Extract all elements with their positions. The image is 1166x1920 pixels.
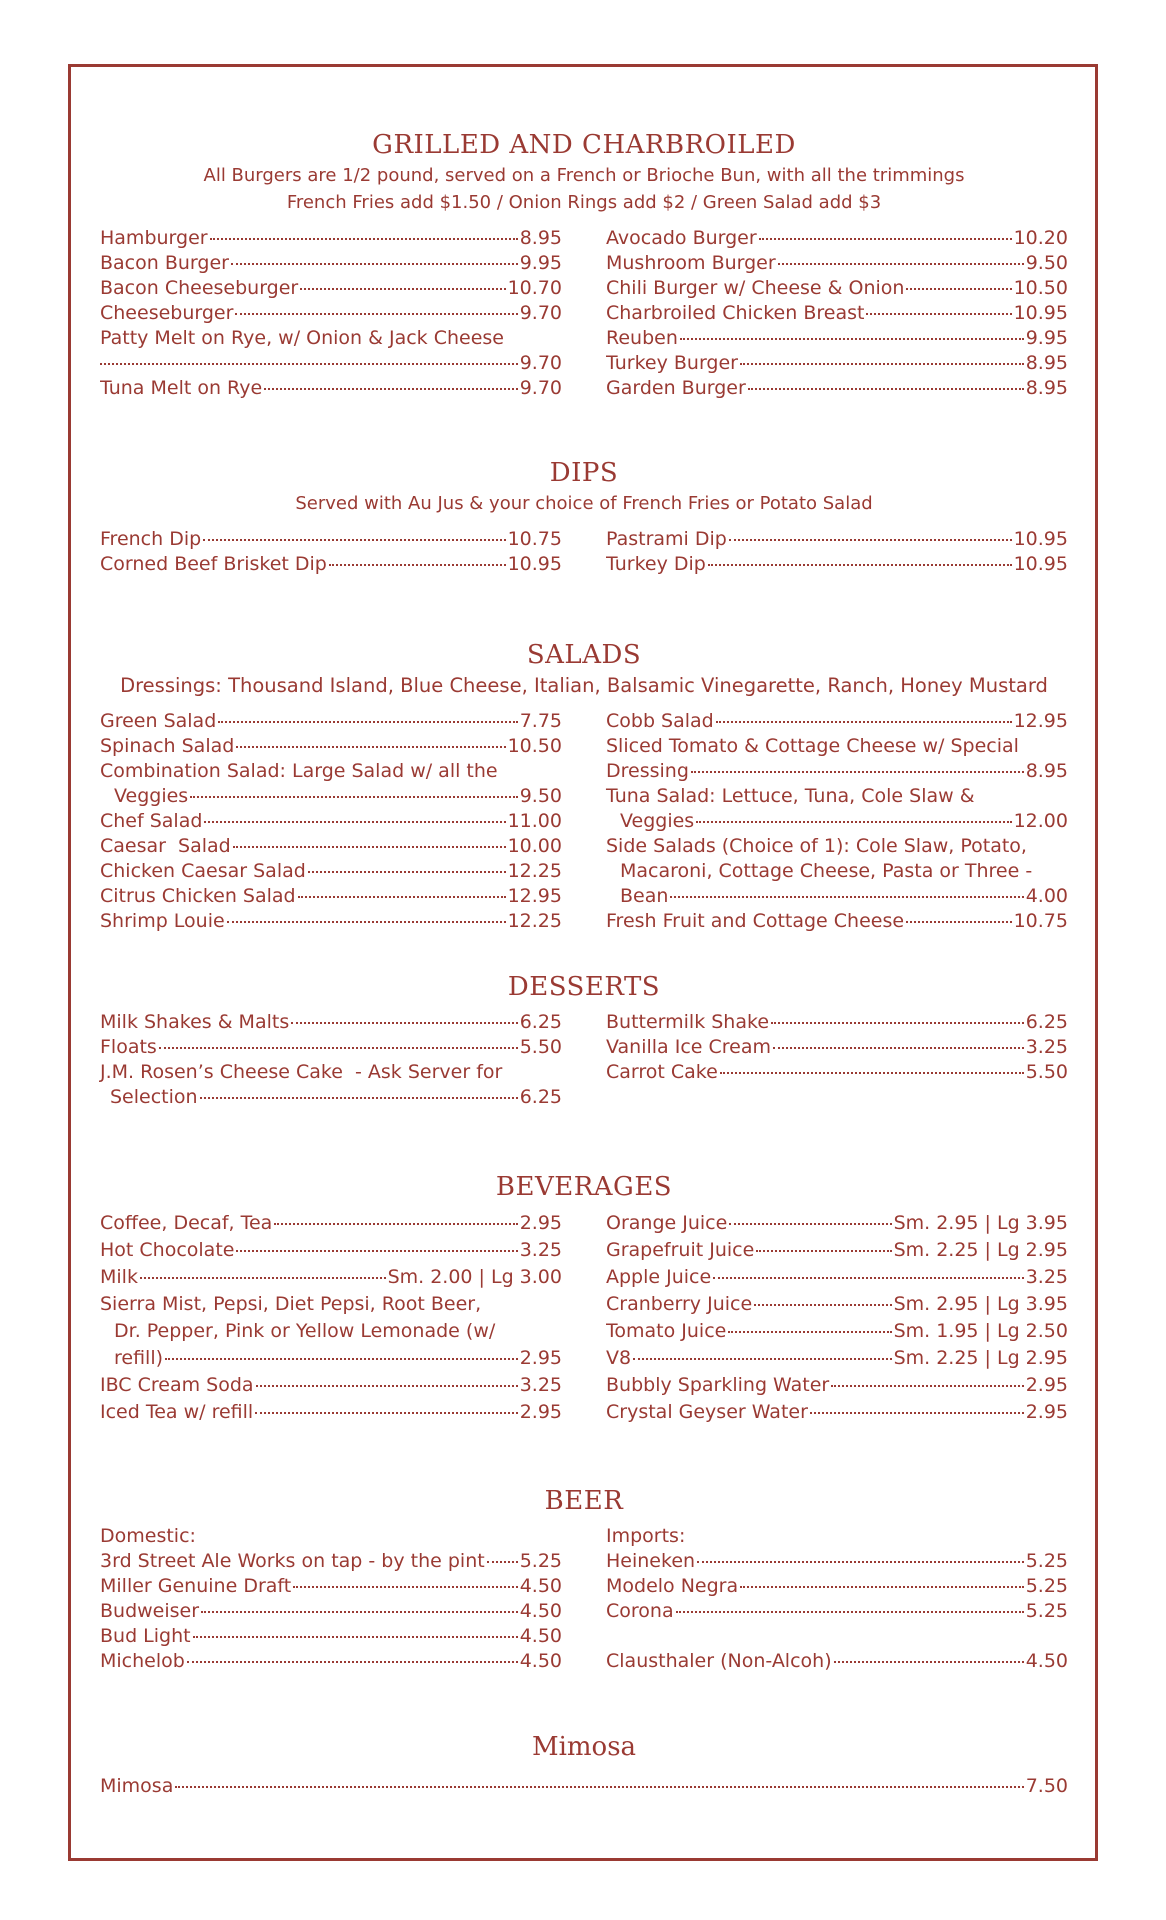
item-name: Citrus Chicken Salad (100, 885, 296, 907)
leader-dots (831, 1385, 1023, 1387)
item-name-cont: Dr. Pepper, Pink or Yellow Lemonade (w/ (114, 1320, 496, 1342)
item-price: 5.25 (1025, 1600, 1068, 1622)
leader-dots (720, 1072, 1024, 1074)
item-price: 10.50 (507, 735, 562, 757)
item-name: Charbroiled Chicken Breast (606, 302, 865, 324)
leader-dots (680, 338, 1024, 340)
menu-item (606, 1372, 1068, 1399)
item-name: Chili Burger w/ Cheese & Onion (606, 277, 905, 299)
item-name-cont: Veggies (114, 785, 189, 807)
section-title: BEVERAGES (495, 1172, 673, 1202)
menu-item (100, 1549, 562, 1574)
item-price: 4.50 (1025, 1650, 1068, 1672)
leader-dots (906, 288, 1011, 290)
left-column (100, 226, 562, 401)
item-price: Sm. 2.95 | Lg 3.95 (893, 1293, 1068, 1315)
menu-item (100, 834, 562, 859)
section-title: BEER (544, 1486, 624, 1516)
item-price: 6.25 (1025, 1011, 1068, 1033)
menu-item (606, 1549, 1068, 1574)
item-name: Chef Salad (100, 810, 203, 832)
leader-dots (187, 1661, 518, 1663)
menu-item (100, 276, 562, 301)
item-price: Sm. 2.25 | Lg 2.95 (893, 1239, 1068, 1261)
leader-dots (200, 1097, 518, 1099)
leader-dots (740, 1586, 1024, 1588)
menu-item (100, 1010, 562, 1035)
leader-dots (487, 1561, 518, 1563)
item-name: Tuna Salad: Lettuce, Tuna, Cole Slaw & (606, 785, 975, 807)
menu-item (100, 527, 562, 552)
item-name: Garden Burger (606, 377, 746, 399)
section-title: GRILLED AND CHARBROILED (372, 130, 796, 160)
item-price: Sm. 2.95 | Lg 3.95 (893, 1212, 1068, 1234)
item-price: 10.70 (507, 277, 562, 299)
leader-dots (204, 821, 505, 823)
item-name: Reuben (606, 327, 678, 349)
item-name: Chicken Caesar Salad (100, 860, 306, 882)
item-name-cont: Bean (620, 885, 669, 907)
left-column (100, 1524, 562, 1674)
item-price: 12.25 (507, 860, 562, 882)
item-name: Cheeseburger (100, 302, 234, 324)
leader-dots (193, 1636, 518, 1638)
menu-item (100, 734, 562, 759)
menu-item (100, 1399, 562, 1426)
item-name: V8 (606, 1347, 632, 1369)
leader-dots (810, 1412, 1024, 1414)
menu-item (100, 809, 562, 834)
menu-item (100, 301, 562, 326)
item-price: 2.95 (1025, 1401, 1068, 1423)
menu-item (100, 1237, 562, 1264)
menu-item (606, 351, 1068, 376)
leader-dots (866, 313, 1011, 315)
right-column (606, 527, 1068, 577)
menu-item (606, 834, 1068, 909)
item-price: 8.95 (1025, 760, 1068, 782)
item-name-cont: Veggies (620, 810, 695, 832)
menu-item (606, 1399, 1068, 1426)
item-name: Avocado Burger (606, 227, 757, 249)
item-price: 9.50 (519, 785, 562, 807)
menu-item (606, 1035, 1068, 1060)
item-price: 6.25 (519, 1086, 562, 1108)
item-name: IBC Cream Soda (100, 1374, 254, 1396)
right-column (606, 709, 1068, 934)
item-price: 8.95 (1025, 377, 1068, 399)
item-price: 9.50 (1025, 252, 1068, 274)
item-name: Combination Salad: Large Salad w/ all the (100, 760, 498, 782)
menu-item (100, 1599, 562, 1624)
item-price: 9.70 (519, 302, 562, 324)
item-name: Crystal Geyser Water (606, 1401, 808, 1423)
right-column (606, 1524, 1068, 1674)
section-desserts (100, 970, 1068, 1110)
item-price: 4.50 (519, 1650, 562, 1672)
section-salads (100, 638, 1068, 934)
menu-item (606, 1210, 1068, 1237)
item-price: 5.25 (519, 1550, 562, 1572)
menu-item (606, 1574, 1068, 1599)
item-price: 5.50 (519, 1036, 562, 1058)
item-price: 10.95 (1013, 553, 1068, 575)
item-name: Fresh Fruit and Cottage Cheese (606, 910, 905, 932)
item-price: 10.75 (507, 528, 562, 550)
menu-item (606, 734, 1068, 784)
menu-item (100, 759, 562, 809)
item-name: Milk Shakes & Malts (100, 1011, 290, 1033)
item-price: 12.25 (507, 910, 562, 932)
leader-dots (713, 1277, 1024, 1279)
leader-dots (231, 263, 518, 265)
item-name: Grapefruit Juice (606, 1239, 755, 1261)
item-name: Michelob (100, 1650, 185, 1672)
item-name: Corned Beef Brisket Dip (100, 553, 327, 575)
menu-item (100, 709, 562, 734)
item-name: Bacon Cheeseburger (100, 277, 299, 299)
spacer (606, 1624, 1068, 1649)
leader-dots (298, 896, 506, 898)
item-name: Clausthaler (Non-Alcoh) (606, 1650, 832, 1672)
item-price: 3.25 (1025, 1036, 1068, 1058)
item-price: Sm. 1.95 | Lg 2.50 (893, 1320, 1068, 1342)
leader-dots (691, 771, 1024, 773)
item-price: 4.50 (519, 1625, 562, 1647)
item-name: Hot Chocolate (100, 1239, 235, 1261)
item-name: Side Salads (Choice of 1): Cole Slaw, Potato, (606, 835, 1027, 857)
item-name: Bubbly Sparkling Water (606, 1374, 830, 1396)
menu-item (100, 326, 562, 376)
menu-item (100, 552, 562, 577)
item-name: Corona (606, 1600, 674, 1622)
item-price: 10.95 (1013, 302, 1068, 324)
menu-item (100, 859, 562, 884)
leader-dots (729, 539, 1012, 541)
section-beverages (100, 1170, 1068, 1426)
item-name-cont: Macaroni, Cottage Cheese, Pasta or Three - (620, 860, 1033, 882)
item-name-cont: Selection (110, 1086, 198, 1108)
menu-item (606, 784, 1068, 834)
leader-dots (190, 796, 517, 798)
leader-dots (218, 721, 517, 723)
menu-item (606, 276, 1068, 301)
leader-dots (754, 1304, 891, 1306)
item-price: 9.95 (1025, 327, 1068, 349)
leader-dots (759, 238, 1012, 240)
item-price: 12.00 (1013, 810, 1068, 832)
menu-item (606, 1291, 1068, 1318)
item-price: 5.25 (1025, 1550, 1068, 1572)
item-price: 8.95 (519, 227, 562, 249)
section-grilled (100, 128, 1068, 401)
item-name-cont: refill) (114, 1347, 164, 1369)
menu-item (606, 909, 1068, 934)
leader-dots (227, 921, 506, 923)
leader-dots (906, 921, 1012, 923)
menu-item (100, 1774, 1068, 1799)
menu-item (606, 1345, 1068, 1372)
right-column (606, 1210, 1068, 1426)
leader-dots (291, 1022, 517, 1024)
menu-item (606, 326, 1068, 351)
leader-dots (670, 896, 1023, 898)
leader-dots (773, 1047, 1024, 1049)
item-name: Budweiser (100, 1600, 200, 1622)
item-price: 9.95 (519, 252, 562, 274)
menu-item (100, 909, 562, 934)
right-column (606, 226, 1068, 401)
leader-dots (756, 1250, 891, 1252)
item-name: Tomato Juice (606, 1320, 727, 1342)
menu-item (100, 1649, 562, 1674)
menu-item (100, 1035, 562, 1060)
item-name: 3rd Street Ale Works on tap - by the pint (100, 1550, 485, 1572)
item-name: Pastrami Dip (606, 528, 727, 550)
item-name: Orange Juice (606, 1212, 728, 1234)
item-price: 4.50 (519, 1600, 562, 1622)
leader-dots (300, 288, 505, 290)
leader-dots (235, 313, 517, 315)
leader-dots (696, 821, 1011, 823)
item-name: Sliced Tomato & Cottage Cheese w/ Special (606, 735, 1019, 757)
item-price: 5.25 (1025, 1575, 1068, 1597)
item-price: 3.25 (1025, 1266, 1068, 1288)
item-price: 9.70 (519, 352, 562, 374)
menu-item (606, 226, 1068, 251)
item-name-cont: Dressing (606, 760, 689, 782)
item-name: Hamburger (100, 227, 208, 249)
item-name: Mushroom Burger (606, 252, 776, 274)
item-name: Mimosa (100, 1775, 174, 1797)
leader-dots (140, 1277, 386, 1279)
section-title: SALADS (526, 640, 642, 670)
leader-dots (175, 1786, 1023, 1788)
menu-item (100, 1574, 562, 1599)
leader-dots (100, 363, 518, 365)
item-name: J.M. Rosen’s Cheese Cake - Ask Server for (100, 1061, 503, 1083)
item-name: Turkey Dip (606, 553, 706, 575)
menu-item (606, 301, 1068, 326)
section-beer (100, 1484, 1068, 1674)
item-name: Sierra Mist, Pepsi, Diet Pepsi, Root Beer, (100, 1293, 482, 1315)
menu-item (606, 552, 1068, 577)
menu-item (606, 709, 1068, 734)
menu-item (100, 1264, 562, 1291)
leader-dots (274, 1223, 517, 1225)
item-name: Patty Melt on Rye, w/ Onion & Jack Cheese (100, 327, 504, 349)
leader-dots (210, 238, 518, 240)
domestic-label: Domestic: (100, 1525, 196, 1547)
item-price: 8.95 (1025, 352, 1068, 374)
menu-item (606, 376, 1068, 401)
leader-dots (236, 746, 505, 748)
item-name: Heineken (606, 1550, 696, 1572)
item-price: 3.25 (519, 1374, 562, 1396)
leader-dots (778, 263, 1024, 265)
item-name: Green Salad (100, 710, 217, 732)
section-title: DIPS (549, 458, 619, 488)
item-price: 4.50 (519, 1575, 562, 1597)
item-name: Cobb Salad (606, 710, 714, 732)
item-name: Shrimp Louie (100, 910, 225, 932)
item-name: Spinach Salad (100, 735, 235, 757)
item-name: Coffee, Decaf, Tea (100, 1212, 273, 1234)
item-price: 6.25 (519, 1011, 562, 1033)
leader-dots (293, 1586, 517, 1588)
left-column (100, 709, 562, 934)
leader-dots (203, 539, 505, 541)
item-price: 4.00 (1025, 885, 1068, 907)
item-price: 10.00 (507, 835, 562, 857)
menu-item (100, 1372, 562, 1399)
item-name: Vanilla Ice Cream (606, 1036, 772, 1058)
menu-item (606, 1060, 1068, 1085)
leader-dots (165, 1358, 518, 1360)
menu-item (100, 251, 562, 276)
item-price: 2.95 (519, 1401, 562, 1423)
item-name: Miller Genuine Draft (100, 1575, 292, 1597)
leader-dots (256, 1385, 518, 1387)
item-price: 10.95 (507, 553, 562, 575)
section-title: DESSERTS (507, 972, 661, 1002)
menu-item (100, 1624, 562, 1649)
menu-item (606, 1010, 1068, 1035)
imports-label: Imports: (606, 1525, 686, 1547)
leader-dots (236, 1250, 517, 1252)
item-name: Bud Light (100, 1625, 191, 1647)
item-price: 2.95 (519, 1347, 562, 1369)
leader-dots (729, 1223, 891, 1225)
menu-item (606, 1318, 1068, 1345)
item-price: 12.95 (1013, 710, 1068, 732)
item-price: 10.95 (1013, 528, 1068, 550)
leader-dots (740, 363, 1024, 365)
left-column (100, 527, 562, 577)
item-price: 7.75 (519, 710, 562, 732)
leader-dots (771, 1022, 1024, 1024)
item-name: Milk (100, 1266, 138, 1288)
leader-dots (308, 871, 506, 873)
section-note: Dressings: Thousand Island, Blue Cheese, Italian, Balsamic Vinegarette, Ranch, Honey Mustard (120, 674, 1048, 697)
item-price: 10.50 (1013, 277, 1068, 299)
leader-dots (255, 1412, 518, 1414)
menu-item (100, 1060, 562, 1110)
leader-dots (748, 388, 1024, 390)
item-name: Turkey Burger (606, 352, 738, 374)
menu-item (606, 251, 1068, 276)
item-price: 10.75 (1013, 910, 1068, 932)
item-price: 2.95 (1025, 1374, 1068, 1396)
item-price: Sm. 2.00 | Lg 3.00 (387, 1266, 562, 1288)
leader-dots (716, 721, 1012, 723)
section-mimosa (100, 1730, 1068, 1799)
section-note: French Fries add $1.50 / Onion Rings add $2 / Green Salad add $3 (286, 192, 882, 213)
item-name: Caesar Salad (100, 835, 231, 857)
leader-dots (201, 1611, 518, 1613)
menu-item (606, 1264, 1068, 1291)
leader-dots (708, 564, 1012, 566)
left-column (100, 1210, 562, 1426)
menu-item (100, 1291, 562, 1372)
item-name: Floats (100, 1036, 157, 1058)
section-title: Mimosa (531, 1732, 637, 1762)
item-name: Tuna Melt on Rye (100, 377, 263, 399)
leader-dots (233, 846, 506, 848)
menu-item (606, 1237, 1068, 1264)
item-name: Apple Juice (606, 1266, 712, 1288)
menu-item (100, 1210, 562, 1237)
item-price: 2.95 (519, 1212, 562, 1234)
item-price: 11.00 (507, 810, 562, 832)
item-name: French Dip (100, 528, 202, 550)
item-name: Carrot Cake (606, 1061, 718, 1083)
leader-dots (676, 1611, 1024, 1613)
section-dips (100, 456, 1068, 577)
item-price: 9.70 (519, 377, 562, 399)
item-name: Cranberry Juice (606, 1293, 753, 1315)
leader-dots (834, 1661, 1024, 1663)
item-price: 5.50 (1025, 1061, 1068, 1083)
leader-dots (264, 388, 518, 390)
leader-dots (697, 1561, 1024, 1563)
leader-dots (728, 1331, 891, 1333)
item-name: Buttermilk Shake (606, 1011, 770, 1033)
leader-dots (633, 1358, 891, 1360)
menu-item (100, 226, 562, 251)
item-price: 12.95 (507, 885, 562, 907)
section-note: Served with Au Jus & your choice of French Fries or Potato Salad (295, 493, 873, 514)
leader-dots (329, 564, 506, 566)
menu-item (606, 1649, 1068, 1674)
right-column (606, 1010, 1068, 1110)
left-column (100, 1010, 562, 1110)
menu-item (100, 376, 562, 401)
menu-item (100, 884, 562, 909)
item-name: Modelo Negra (606, 1575, 739, 1597)
section-note: All Burgers are 1/2 pound, served on a French or Brioche Bun, with all the trimmings (203, 165, 965, 186)
item-price: 7.50 (1025, 1775, 1068, 1797)
item-price: Sm. 2.25 | Lg 2.95 (893, 1347, 1068, 1369)
item-price: 10.20 (1013, 227, 1068, 249)
item-name: Iced Tea w/ refill (100, 1401, 254, 1423)
leader-dots (159, 1047, 518, 1049)
menu-item (606, 1599, 1068, 1624)
item-name: Bacon Burger (100, 252, 229, 274)
item-price: 3.25 (519, 1239, 562, 1261)
menu-item (606, 527, 1068, 552)
